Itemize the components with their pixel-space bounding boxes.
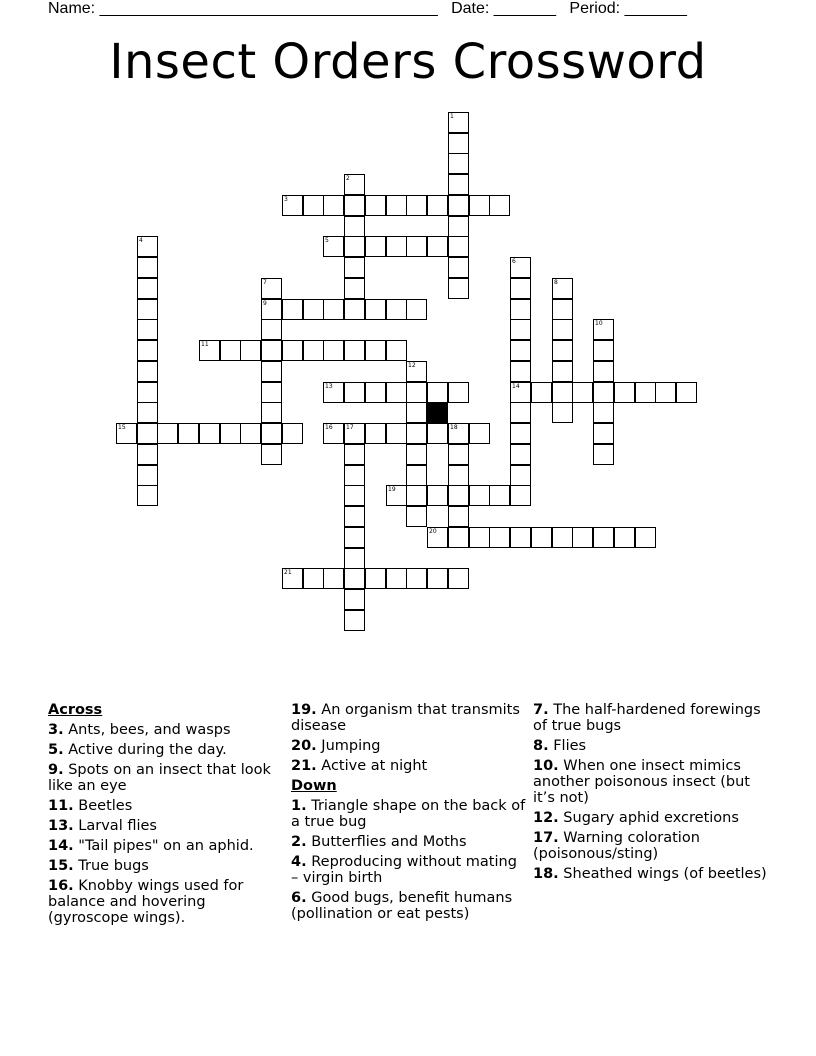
grid-cell[interactable] — [344, 174, 365, 195]
grid-cell[interactable] — [406, 444, 427, 465]
grid-cell[interactable] — [510, 423, 531, 444]
grid-cell[interactable] — [365, 299, 386, 320]
clue-number-label: 16 — [325, 424, 333, 431]
clue-number-label: 15 — [118, 424, 126, 431]
grid-cell[interactable] — [137, 278, 158, 299]
grid-cell[interactable] — [261, 319, 282, 340]
grid-cell[interactable] — [386, 423, 407, 444]
grid-cell[interactable] — [261, 361, 282, 382]
down-clue — [533, 866, 769, 882]
grid-cell[interactable] — [427, 382, 448, 403]
clue-text: Spots on an insect that look like an eye — [48, 762, 271, 794]
grid-cell[interactable] — [303, 568, 324, 589]
grid-cell[interactable] — [344, 444, 365, 465]
grid-cell[interactable] — [406, 568, 427, 589]
grid-cell[interactable] — [344, 278, 365, 299]
clue-number-label: 10 — [595, 320, 603, 327]
clue-number: 12. — [533, 810, 559, 826]
grid-cell[interactable] — [593, 423, 614, 444]
grid-cell[interactable] — [323, 568, 344, 589]
page-title: Insect Orders Crossword — [109, 34, 707, 90]
clue-number: 6. — [291, 890, 307, 906]
grid-cell[interactable] — [469, 423, 490, 444]
grid-cell[interactable] — [655, 382, 676, 403]
grid-cell[interactable] — [406, 465, 427, 486]
grid-cell[interactable] — [593, 382, 614, 403]
grid-cell[interactable] — [261, 278, 282, 299]
grid-cell[interactable] — [137, 382, 158, 403]
across-clue — [291, 702, 527, 734]
grid-cell[interactable] — [137, 485, 158, 506]
clue-number: 4. — [291, 854, 307, 870]
grid-cell[interactable] — [448, 257, 469, 278]
grid-cell[interactable] — [261, 382, 282, 403]
grid-cell[interactable] — [303, 195, 324, 216]
grid-cell[interactable] — [282, 423, 303, 444]
grid-cell[interactable] — [137, 361, 158, 382]
name-label: Name: — [48, 0, 96, 17]
grid-cell[interactable] — [282, 340, 303, 361]
grid-cell[interactable] — [510, 361, 531, 382]
grid-cell[interactable] — [323, 340, 344, 361]
grid-cell[interactable] — [593, 340, 614, 361]
clue-text: Jumping — [316, 738, 381, 754]
grid-cell[interactable] — [427, 423, 448, 444]
grid-cell[interactable] — [137, 236, 158, 257]
grid-cell[interactable] — [344, 216, 365, 237]
grid-cell[interactable] — [344, 506, 365, 527]
across-clue — [48, 818, 284, 834]
clue-number-label: 8 — [554, 279, 558, 286]
grid-cell[interactable] — [406, 506, 427, 527]
clue-text: The half-hardened forewings of true bugs — [533, 702, 761, 734]
grid-cell[interactable] — [282, 299, 303, 320]
down-clue — [291, 890, 527, 922]
across-clue — [48, 742, 284, 758]
grid-cell[interactable] — [137, 257, 158, 278]
clue-number: 10. — [533, 758, 559, 774]
grid-cell[interactable] — [593, 402, 614, 423]
grid-cell[interactable] — [344, 527, 365, 548]
grid-cell[interactable] — [344, 589, 365, 610]
blocked-cell — [427, 402, 448, 423]
grid-cell[interactable] — [448, 506, 469, 527]
grid-cell[interactable] — [323, 195, 344, 216]
grid-cell[interactable] — [572, 527, 593, 548]
period-field[interactable]: _______ — [624, 0, 687, 17]
clue-number-label: 6 — [512, 258, 516, 265]
date-field[interactable]: _______ — [493, 0, 557, 17]
grid-cell[interactable] — [510, 382, 531, 403]
grid-cell[interactable] — [137, 340, 158, 361]
clue-text: True bugs — [73, 858, 149, 874]
clue-text: Sugary aphid excretions — [558, 810, 739, 826]
grid-cell[interactable] — [386, 236, 407, 257]
grid-cell[interactable] — [510, 257, 531, 278]
grid-cell[interactable] — [386, 485, 407, 506]
across-clue — [48, 858, 284, 874]
grid-cell[interactable] — [635, 527, 656, 548]
grid-cell[interactable] — [386, 299, 407, 320]
grid-cell[interactable] — [137, 299, 158, 320]
clue-text: Larval flies — [73, 818, 157, 834]
clue-text: Ants, bees, and wasps — [63, 722, 231, 738]
grid-cell[interactable] — [469, 195, 490, 216]
grid-cell[interactable] — [344, 257, 365, 278]
grid-cell[interactable] — [406, 423, 427, 444]
grid-cell[interactable] — [572, 382, 593, 403]
clue-number-label: 21 — [284, 569, 292, 576]
grid-cell[interactable] — [510, 402, 531, 423]
grid-cell[interactable] — [448, 423, 469, 444]
grid-cell[interactable] — [510, 299, 531, 320]
grid-cell[interactable] — [593, 527, 614, 548]
grid-cell[interactable] — [282, 568, 303, 589]
across-clue — [48, 798, 284, 814]
clue-text: "Tail pipes" on an aphid. — [73, 838, 254, 854]
grid-cell[interactable] — [406, 402, 427, 423]
grid-cell[interactable] — [406, 382, 427, 403]
grid-cell[interactable] — [406, 361, 427, 382]
grid-cell[interactable] — [552, 319, 573, 340]
down-clue — [291, 854, 527, 886]
grid-cell[interactable] — [261, 340, 282, 361]
clue-number: 2. — [291, 834, 307, 850]
grid-cell[interactable] — [448, 527, 469, 548]
grid-cell[interactable] — [386, 568, 407, 589]
grid-cell[interactable] — [365, 195, 386, 216]
grid-cell[interactable] — [137, 319, 158, 340]
grid-cell[interactable] — [344, 195, 365, 216]
grid-cell[interactable] — [510, 485, 531, 506]
grid-cell[interactable] — [510, 465, 531, 486]
grid-cell[interactable] — [344, 340, 365, 361]
clue-text: Triangle shape on the back of a true bug — [291, 798, 526, 830]
grid-cell[interactable] — [448, 568, 469, 589]
grid-cell[interactable] — [137, 465, 158, 486]
clue-text: Warning coloration (poisonous/sting) — [533, 830, 700, 862]
grid-cell[interactable] — [137, 402, 158, 423]
grid-cell[interactable] — [448, 174, 469, 195]
grid-cell[interactable] — [676, 382, 697, 403]
grid-cell[interactable] — [199, 340, 220, 361]
clue-column-3 — [533, 702, 769, 886]
clue-number: 1. — [291, 798, 307, 814]
grid-cell[interactable] — [344, 236, 365, 257]
clue-number: 9. — [48, 762, 64, 778]
grid-cell[interactable] — [510, 278, 531, 299]
down-clue — [291, 834, 527, 850]
clue-number-label: 3 — [284, 196, 288, 203]
grid-cell[interactable] — [510, 340, 531, 361]
grid-cell[interactable] — [427, 527, 448, 548]
grid-cell[interactable] — [448, 444, 469, 465]
clue-text: Active during the day. — [63, 742, 227, 758]
grid-cell[interactable] — [261, 402, 282, 423]
grid-cell[interactable] — [406, 485, 427, 506]
clue-number: 14. — [48, 838, 74, 854]
down-clue — [533, 810, 769, 826]
clue-number: 8. — [533, 738, 549, 754]
down-heading: Down — [291, 778, 337, 794]
grid-cell[interactable] — [240, 340, 261, 361]
grid-cell[interactable] — [552, 527, 573, 548]
grid-cell[interactable] — [344, 382, 365, 403]
clue-number: 17. — [533, 830, 559, 846]
clue-number-label: 14 — [512, 383, 520, 390]
grid-cell[interactable] — [282, 195, 303, 216]
grid-cell[interactable] — [365, 236, 386, 257]
across-clue — [48, 878, 284, 926]
grid-cell[interactable] — [344, 568, 365, 589]
grid-cell[interactable] — [116, 423, 137, 444]
clue-number-label: 2 — [346, 175, 350, 182]
grid-cell[interactable] — [614, 382, 635, 403]
grid-cell[interactable] — [510, 527, 531, 548]
down-clue — [533, 738, 769, 754]
grid-cell[interactable] — [552, 361, 573, 382]
clue-column-2 — [291, 702, 527, 926]
grid-cell[interactable] — [531, 382, 552, 403]
grid-cell[interactable] — [448, 195, 469, 216]
clue-column-1 — [48, 702, 284, 930]
clue-text: Beetles — [73, 798, 133, 814]
across-clue — [291, 758, 527, 774]
grid-cell[interactable] — [427, 485, 448, 506]
grid-cell[interactable] — [489, 195, 510, 216]
grid-cell[interactable] — [344, 423, 365, 444]
grid-cell[interactable] — [448, 216, 469, 237]
clue-number-label: 11 — [201, 341, 209, 348]
grid-cell[interactable] — [406, 299, 427, 320]
across-clue — [48, 722, 284, 738]
grid-cell[interactable] — [303, 340, 324, 361]
clue-number-label: 9 — [263, 300, 267, 307]
clue-text: Butterflies and Moths — [306, 834, 467, 850]
grid-cell[interactable] — [448, 236, 469, 257]
grid-cell[interactable] — [137, 444, 158, 465]
grid-cell[interactable] — [427, 236, 448, 257]
date-label: Date: — [451, 0, 490, 17]
grid-cell[interactable] — [240, 423, 261, 444]
grid-cell[interactable] — [593, 361, 614, 382]
grid-cell[interactable] — [386, 382, 407, 403]
grid-cell[interactable] — [448, 382, 469, 403]
grid-cell[interactable] — [386, 340, 407, 361]
grid-cell[interactable] — [552, 340, 573, 361]
grid-cell[interactable] — [178, 423, 199, 444]
clue-number: 3. — [48, 722, 64, 738]
clue-number: 20. — [291, 738, 317, 754]
name-field[interactable]: ______________________________________ — [99, 0, 438, 17]
grid-cell[interactable] — [303, 299, 324, 320]
grid-cell[interactable] — [552, 402, 573, 423]
down-clue — [533, 758, 769, 806]
clue-text: An organism that transmits disease — [291, 702, 520, 734]
grid-cell[interactable] — [531, 527, 552, 548]
grid-cell[interactable] — [323, 236, 344, 257]
clue-number-label: 4 — [139, 237, 143, 244]
clue-number-label: 5 — [325, 237, 329, 244]
clue-number: 19. — [291, 702, 317, 718]
clue-number-label: 20 — [429, 528, 437, 535]
grid-cell[interactable] — [448, 133, 469, 154]
grid-cell[interactable] — [406, 236, 427, 257]
grid-cell[interactable] — [427, 195, 448, 216]
period-label: Period: — [569, 0, 621, 17]
grid-cell[interactable] — [448, 278, 469, 299]
clue-number-label: 18 — [450, 424, 458, 431]
grid-cell[interactable] — [552, 382, 573, 403]
clue-text: Good bugs, benefit humans (pollination or eat pests) — [291, 890, 513, 922]
grid-cell[interactable] — [199, 423, 220, 444]
grid-cell[interactable] — [427, 568, 448, 589]
grid-cell[interactable] — [261, 299, 282, 320]
clue-number-label: 19 — [388, 486, 396, 493]
grid-cell[interactable] — [406, 195, 427, 216]
grid-cell[interactable] — [469, 527, 490, 548]
clue-number-label: 1 — [450, 113, 454, 120]
grid-cell[interactable] — [344, 485, 365, 506]
grid-cell[interactable] — [344, 610, 365, 631]
across-clue — [48, 762, 284, 794]
grid-cell[interactable] — [261, 423, 282, 444]
across-clue — [48, 838, 284, 854]
grid-cell[interactable] — [635, 382, 656, 403]
clue-number: 5. — [48, 742, 64, 758]
clue-number-label: 17 — [346, 424, 354, 431]
clue-text: Knobby wings used for balance and hovering (gyroscope wings). — [48, 878, 244, 926]
clue-number-label: 13 — [325, 383, 333, 390]
down-clue — [291, 798, 527, 830]
clue-number: 15. — [48, 858, 74, 874]
grid-cell[interactable] — [220, 423, 241, 444]
clue-number: 13. — [48, 818, 74, 834]
grid-cell[interactable] — [261, 444, 282, 465]
across-clue — [291, 738, 527, 754]
grid-cell[interactable] — [614, 527, 635, 548]
grid-cell[interactable] — [323, 299, 344, 320]
grid-cell[interactable] — [344, 299, 365, 320]
grid-cell[interactable] — [386, 195, 407, 216]
grid-cell[interactable] — [365, 568, 386, 589]
grid-cell[interactable] — [510, 319, 531, 340]
clue-number: 18. — [533, 866, 559, 882]
clue-text: When one insect mimics another poisonous insect (but it’s not) — [533, 758, 750, 806]
grid-cell[interactable] — [552, 299, 573, 320]
clue-text: Active at night — [316, 758, 428, 774]
clue-number: 21. — [291, 758, 317, 774]
clue-text: Flies — [548, 738, 587, 754]
clue-number-label: 12 — [408, 362, 416, 369]
grid-cell[interactable] — [448, 465, 469, 486]
clue-number: 16. — [48, 878, 74, 894]
grid-cell[interactable] — [365, 382, 386, 403]
grid-cell[interactable] — [365, 340, 386, 361]
clue-text: Reproducing without mating – virgin birth — [291, 854, 517, 886]
across-heading: Across — [48, 702, 103, 718]
clue-text: Sheathed wings (of beetles) — [558, 866, 767, 882]
grid-cell[interactable] — [469, 485, 490, 506]
grid-cell[interactable] — [323, 423, 344, 444]
clue-number: 11. — [48, 798, 74, 814]
grid-cell[interactable] — [448, 112, 469, 133]
grid-cell[interactable] — [323, 382, 344, 403]
clue-number: 7. — [533, 702, 549, 718]
grid-cell[interactable] — [365, 423, 386, 444]
down-clue — [533, 830, 769, 862]
grid-cell[interactable] — [510, 444, 531, 465]
grid-cell[interactable] — [220, 340, 241, 361]
grid-cell[interactable] — [137, 423, 158, 444]
down-clue — [533, 702, 769, 734]
grid-cell[interactable] — [593, 319, 614, 340]
grid-cell[interactable] — [489, 527, 510, 548]
grid-cell[interactable] — [344, 465, 365, 486]
grid-cell[interactable] — [552, 278, 573, 299]
grid-cell[interactable] — [157, 423, 178, 444]
grid-cell[interactable] — [448, 153, 469, 174]
clue-number-label: 7 — [263, 279, 267, 286]
grid-cell[interactable] — [593, 444, 614, 465]
grid-cell[interactable] — [489, 485, 510, 506]
grid-cell[interactable] — [448, 485, 469, 506]
grid-cell[interactable] — [344, 548, 365, 569]
